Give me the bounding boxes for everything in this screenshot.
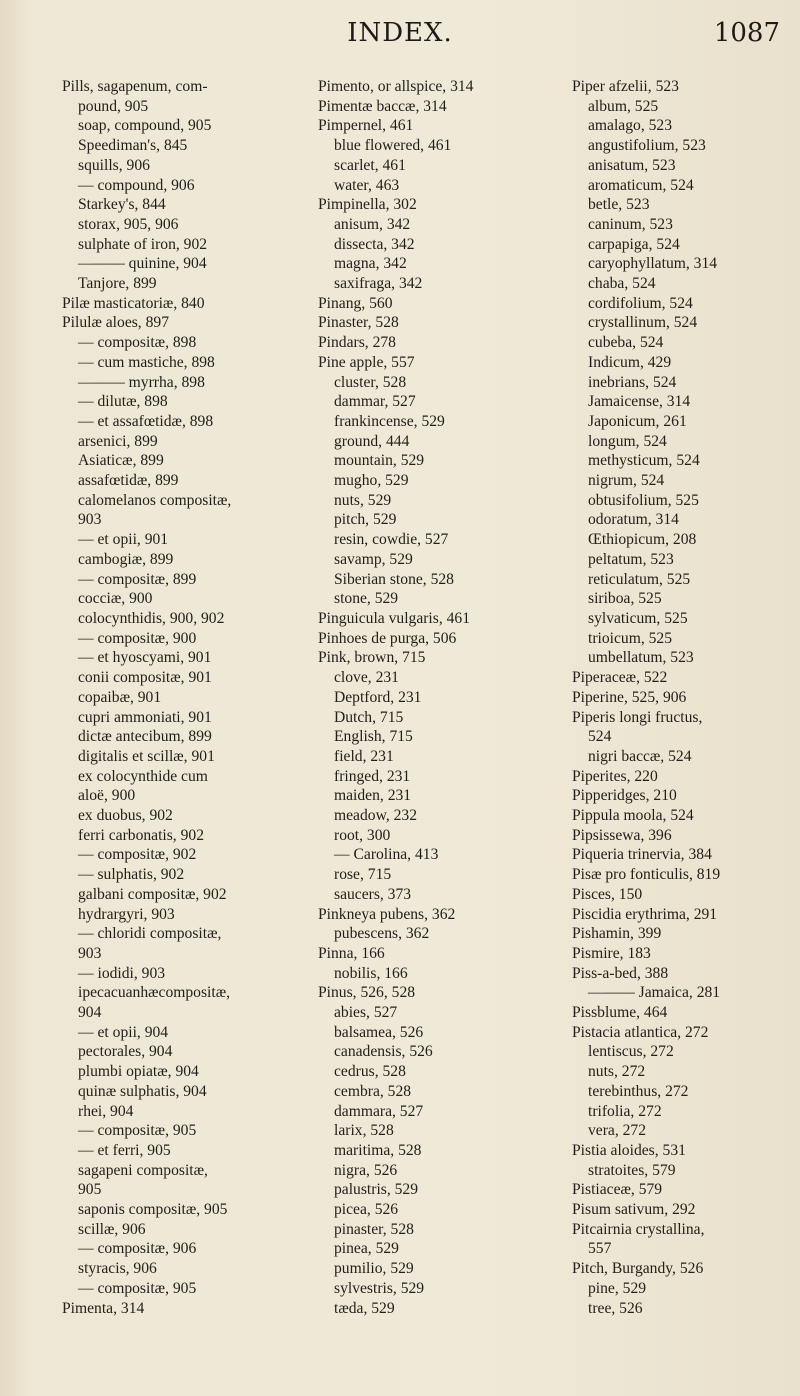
index-entry: Œthiopicum, 208	[588, 531, 697, 549]
index-entry: hydrargyri, 903	[78, 905, 175, 923]
index-entry: cordifolium, 524	[588, 294, 693, 312]
index-entry: caryophyllatum, 314	[588, 255, 718, 273]
index-entry: soap, compound, 905	[78, 117, 212, 135]
index-entry: Pinguicula vulgaris, 461	[318, 609, 471, 627]
index-entry: assafœtidæ, 899	[78, 472, 179, 490]
index-entry: trifolia, 272	[588, 1102, 662, 1120]
index-entry: — iodidi, 903	[78, 964, 166, 982]
index-entry: meadow, 232	[334, 807, 418, 825]
index-entry: maritima, 528	[334, 1141, 422, 1159]
index-entry: conii compositæ, 901	[78, 669, 212, 687]
index-entry: pine, 529	[588, 1279, 647, 1297]
index-entry: palustris, 529	[334, 1181, 419, 1199]
index-entry: pitch, 529	[334, 511, 397, 529]
index-entry: ground, 444	[334, 432, 410, 450]
index-entry: ——— myrrha, 898	[78, 373, 205, 391]
index-entry: Pimenta, 314	[62, 1299, 145, 1317]
index-entry: Asiaticæ, 899	[78, 452, 164, 470]
index-entry: cocciæ, 900	[78, 590, 153, 608]
index-entry: picea, 526	[334, 1201, 399, 1219]
index-entry: Pimento, or allspice, 314	[318, 78, 474, 95]
index-entry: umbellatum, 523	[588, 649, 694, 667]
index-entry: nuts, 529	[334, 491, 392, 509]
index-entry: cedrus, 528	[334, 1063, 406, 1081]
index-entry: ipecacuanhæcompositæ,	[78, 984, 231, 1002]
index-entry: Pisces, 150	[572, 885, 643, 903]
index-entry: obtusifolium, 525	[588, 491, 699, 509]
index-entry: rhei, 904	[78, 1102, 134, 1120]
index-entry: Pimpernel, 461	[318, 117, 414, 135]
index-entry: nigra, 526	[334, 1161, 398, 1179]
index-entry: larix, 528	[334, 1122, 394, 1140]
index-entry: saponis compositæ, 905	[78, 1201, 228, 1219]
index-entry: — et ferri, 905	[78, 1141, 171, 1159]
index-entry: Piscidia erythrima, 291	[572, 905, 718, 923]
index-entry: Pine apple, 557	[318, 353, 415, 371]
index-entry: rose, 715	[334, 866, 392, 884]
index-entry: squills, 906	[78, 156, 150, 174]
index-entry: trioicum, 525	[588, 629, 673, 647]
index-entry: Piqueria trinervia, 384	[572, 846, 712, 864]
index-entry: — cum mastiche, 898	[78, 353, 215, 371]
index-entry: ferri carbonatis, 902	[78, 826, 204, 844]
index-entry: — compositæ, 899	[78, 570, 197, 588]
index-entry: Pimentæ baccæ, 314	[318, 97, 447, 115]
index-entry: betle, 523	[588, 196, 650, 214]
index-entry: — et hyoscyami, 901	[78, 649, 212, 667]
index-entry: 903	[78, 511, 102, 529]
index-entry: — compositæ, 906	[78, 1240, 197, 1258]
index-entry: root, 300	[334, 826, 391, 844]
index-entry: Starkey's, 844	[78, 196, 166, 214]
index-entry: abies, 527	[334, 1004, 398, 1022]
index-entry: 903	[78, 944, 102, 962]
index-entry: Piperine, 525, 906	[572, 688, 687, 706]
index-entry: — compositæ, 900	[78, 629, 197, 647]
index-entry: Pipsissewa, 396	[572, 826, 672, 844]
index-entry: Pimpinella, 302	[318, 196, 417, 214]
index-entry: clove, 231	[334, 669, 399, 687]
index-entry: ex colocynthide cum	[78, 767, 208, 785]
index-entry: cluster, 528	[334, 373, 407, 391]
index-entry: nuts, 272	[588, 1063, 646, 1081]
index-entry: Indicum, 429	[588, 353, 672, 371]
index-entry: Pinang, 560	[318, 294, 393, 312]
index-entry: Pismire, 183	[572, 944, 651, 962]
index-entry: chaba, 524	[588, 275, 656, 293]
index-entry: mugho, 529	[334, 472, 409, 490]
index-entry: dammara, 527	[334, 1102, 424, 1120]
index-entry: dictæ antecibum, 899	[78, 728, 212, 746]
index-entry: resin, cowdie, 527	[334, 531, 449, 549]
page-number: 1087	[713, 18, 780, 48]
index-entry: Japonicum, 261	[588, 412, 687, 430]
index-entry: cupri ammoniati, 901	[78, 708, 212, 726]
index-entry: galbani compositæ, 902	[78, 885, 227, 903]
index-column-1	[62, 77, 302, 1318]
index-entry: Pisæ pro fonticulis, 819	[572, 866, 721, 884]
index-entry: saxifraga, 342	[334, 275, 423, 293]
index-entry: — Carolina, 413	[334, 846, 439, 864]
index-entry: reticulatum, 525	[588, 570, 691, 588]
index-entry: colocynthidis, 900, 902	[78, 609, 225, 627]
index-entry: Jamaicense, 314	[588, 393, 691, 411]
index-entry: Pindars, 278	[318, 334, 396, 352]
index-entry: 557	[588, 1240, 612, 1258]
index-entry: longum, 524	[588, 432, 667, 450]
index-entry: mountain, 529	[334, 452, 425, 470]
index-entry: Pippula moola, 524	[572, 807, 694, 825]
index-entry: 524	[588, 728, 612, 746]
index-entry: nigrum, 524	[588, 472, 665, 490]
index-entry: fringed, 231	[334, 767, 411, 785]
index-column-3	[572, 77, 794, 1318]
index-entry: pubescens, 362	[334, 925, 430, 943]
index-entry: pectorales, 904	[78, 1043, 173, 1061]
index-entry: Pistiaceæ, 579	[572, 1181, 663, 1199]
index-entry: pumilio, 529	[334, 1260, 414, 1278]
index-entry: lentiscus, 272	[588, 1043, 674, 1061]
index-entry: Pitch, Burgandy, 526	[572, 1260, 704, 1278]
index-entry: Speediman's, 845	[78, 137, 188, 155]
index-entry: English, 715	[334, 728, 413, 746]
index-entry: Pistacia atlantica, 272	[572, 1023, 709, 1041]
index-entry: cambogiæ, 899	[78, 550, 174, 568]
index-entry: Piperites, 220	[572, 767, 658, 785]
index-entry: calomelanos compositæ,	[78, 491, 232, 509]
index-entry: Tanjore, 899	[78, 275, 157, 293]
index-entry: — compositæ, 902	[78, 846, 197, 864]
index-entry: vera, 272	[588, 1122, 647, 1140]
index-column-2	[318, 77, 558, 1318]
index-entry: saucers, 373	[334, 885, 412, 903]
index-entry: terebinthus, 272	[588, 1082, 689, 1100]
index-entry: styracis, 906	[78, 1260, 157, 1278]
index-entry: Pilæ masticatoriæ, 840	[62, 294, 205, 312]
index-entry: field, 231	[334, 747, 394, 765]
index-entry: Siberian stone, 528	[334, 570, 454, 588]
index-entry: storax, 905, 906	[78, 215, 179, 233]
index-entry: pinea, 529	[334, 1240, 399, 1258]
index-entry: — compositæ, 905	[78, 1122, 197, 1140]
index-entry: quinæ sulphatis, 904	[78, 1082, 207, 1100]
index-entry: sylvestris, 529	[334, 1279, 425, 1297]
index-entry: pound, 905	[78, 97, 149, 115]
index-entry: plumbi opiatæ, 904	[78, 1063, 199, 1081]
index-entry: Pisum sativum, 292	[572, 1201, 696, 1219]
index-entry: 905	[78, 1181, 102, 1199]
index-entry: frankincense, 529	[334, 412, 445, 430]
index-entry: Piperaceæ, 522	[572, 669, 668, 687]
index-entry: — dilutæ, 898	[78, 393, 168, 411]
index-entry: pinaster, 528	[334, 1220, 414, 1238]
index-entry: anisatum, 523	[588, 156, 676, 174]
index-entry: amalago, 523	[588, 117, 673, 135]
index-entry: tree, 526	[588, 1299, 643, 1317]
index-entry: canadensis, 526	[334, 1043, 433, 1061]
index-entry: inebrians, 524	[588, 373, 677, 391]
index-entry: caninum, 523	[588, 215, 673, 233]
index-entry: odoratum, 314	[588, 511, 679, 529]
index-entry: — compositæ, 898	[78, 334, 197, 352]
index-entry: peltatum, 523	[588, 550, 674, 568]
index-entry: — et assafœtidæ, 898	[78, 412, 214, 430]
index-entry: stone, 529	[334, 590, 399, 608]
index-entry: Piper afzelii, 523	[572, 78, 679, 95]
index-entry: Piss-a-bed, 388	[572, 964, 669, 982]
index-entry: carpapiga, 524	[588, 235, 680, 253]
index-entry: Pilulæ aloes, 897	[62, 314, 169, 332]
index-entry: nigri baccæ, 524	[588, 747, 692, 765]
index-entry: Pinaster, 528	[318, 314, 399, 332]
index-entry: magna, 342	[334, 255, 407, 273]
index-entry: ——— quinine, 904	[78, 255, 207, 273]
index-entry: blue flowered, 461	[334, 137, 452, 155]
index-entry: angustifolium, 523	[588, 137, 706, 155]
index-entry: Pinkneya pubens, 362	[318, 905, 456, 923]
index-entry: — compound, 906	[78, 176, 195, 194]
index-entry: siriboa, 525	[588, 590, 662, 608]
index-entry: arsenici, 899	[78, 432, 158, 450]
index-entry: nobilis, 166	[334, 964, 408, 982]
index-entry: Pissblume, 464	[572, 1004, 668, 1022]
index-entry: dissecta, 342	[334, 235, 415, 253]
page-title: INDEX.	[347, 18, 453, 48]
index-entry: sulphate of iron, 902	[78, 235, 208, 253]
index-entry: tæda, 529	[334, 1299, 395, 1317]
index-entry: ——— Jamaica, 281	[588, 984, 721, 1002]
index-entry: Pinus, 526, 528	[318, 984, 416, 1002]
index-entry: Pinhoes de purga, 506	[318, 629, 457, 647]
index-entry: Pistia aloides, 531	[572, 1141, 686, 1159]
index-entry: Piperis longi fructus,	[572, 708, 703, 726]
index-entry: Dutch, 715	[334, 708, 404, 726]
index-entry: Pinna, 166	[318, 944, 385, 962]
index-entry: savamp, 529	[334, 550, 413, 568]
index-entry: Pills, sagapenum, com-	[62, 78, 208, 95]
index-entry: Deptford, 231	[334, 688, 422, 706]
index-entry: scarlet, 461	[334, 156, 406, 174]
index-entry: — et opii, 901	[78, 531, 169, 549]
index-entry: — compositæ, 905	[78, 1279, 197, 1297]
index-entry: water, 463	[334, 176, 400, 194]
index-entry: sylvaticum, 525	[588, 609, 688, 627]
index-entry: — chloridi compositæ,	[78, 925, 222, 943]
index-entry: stratoites, 579	[588, 1161, 676, 1179]
index-entry: dammar, 527	[334, 393, 416, 411]
index-entry: crystallinum, 524	[588, 314, 698, 332]
index-entry: digitalis et scillæ, 901	[78, 747, 215, 765]
index-entry: copaibæ, 901	[78, 688, 162, 706]
index-entry: album, 525	[588, 97, 659, 115]
index-entry: aloë, 900	[78, 787, 136, 805]
index-entry: Pitcairnia crystallina,	[572, 1220, 705, 1238]
index-entry: scillæ, 906	[78, 1220, 146, 1238]
index-entry: sagapeni compositæ,	[78, 1161, 208, 1179]
index-entry: — et opii, 904	[78, 1023, 169, 1041]
index-entry: cubeba, 524	[588, 334, 664, 352]
index-entry: ex duobus, 902	[78, 807, 173, 825]
index-entry: Pishamin, 399	[572, 925, 662, 943]
index-entry: 904	[78, 1004, 102, 1022]
index-entry: cembra, 528	[334, 1082, 412, 1100]
index-entry: maiden, 231	[334, 787, 412, 805]
index-entry: anisum, 342	[334, 215, 411, 233]
index-entry: Pipperidges, 210	[572, 787, 677, 805]
index-entry: methysticum, 524	[588, 452, 700, 470]
index-entry: — sulphatis, 902	[78, 866, 185, 884]
index-entry: Pink, brown, 715	[318, 649, 426, 667]
index-entry: balsamea, 526	[334, 1023, 424, 1041]
index-entry: aromaticum, 524	[588, 176, 694, 194]
